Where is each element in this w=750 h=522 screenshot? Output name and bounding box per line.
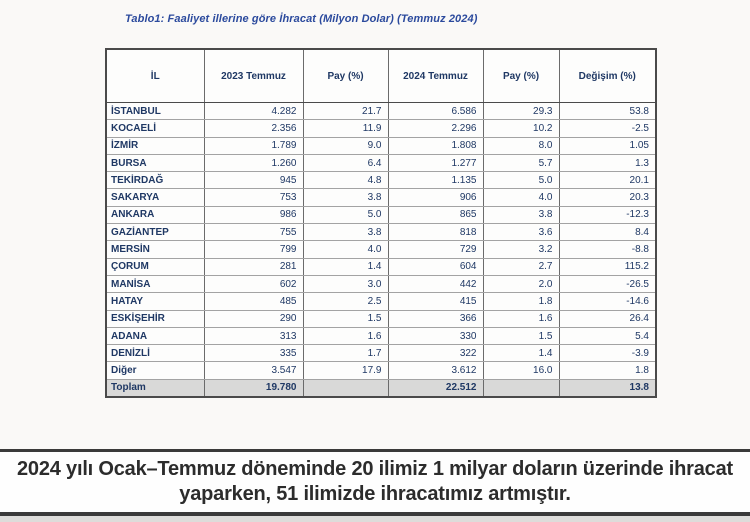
header-2024-temmuz: 2024 Temmuz xyxy=(388,49,483,103)
value-cell: 1.3 xyxy=(559,154,656,171)
value-cell: 2.356 xyxy=(204,120,303,137)
header-pay-2024: Pay (%) xyxy=(483,49,559,103)
value-cell: 19.780 xyxy=(204,379,303,397)
value-cell: 3.8 xyxy=(303,189,388,206)
value-cell: 115.2 xyxy=(559,258,656,275)
value-cell: 22.512 xyxy=(388,379,483,397)
value-cell: -12.3 xyxy=(559,206,656,223)
value-cell: 1.789 xyxy=(204,137,303,154)
value-cell: -26.5 xyxy=(559,275,656,292)
province-cell: DENİZLİ xyxy=(106,345,204,362)
value-cell: 6.4 xyxy=(303,154,388,171)
value-cell: 9.0 xyxy=(303,137,388,154)
value-cell: 20.3 xyxy=(559,189,656,206)
header-2023-temmuz: 2023 Temmuz xyxy=(204,49,303,103)
province-cell: HATAY xyxy=(106,293,204,310)
value-cell: 906 xyxy=(388,189,483,206)
value-cell: 818 xyxy=(388,224,483,241)
value-cell: 1.6 xyxy=(303,327,388,344)
value-cell: 3.612 xyxy=(388,362,483,379)
value-cell: 799 xyxy=(204,241,303,258)
value-cell: 322 xyxy=(388,345,483,362)
value-cell: 1.4 xyxy=(303,258,388,275)
province-cell: ADANA xyxy=(106,327,204,344)
value-cell: 729 xyxy=(388,241,483,258)
value-cell: 1.4 xyxy=(483,345,559,362)
value-cell: 945 xyxy=(204,172,303,189)
value-cell: 1.135 xyxy=(388,172,483,189)
value-cell: 5.0 xyxy=(483,172,559,189)
value-cell: 26.4 xyxy=(559,310,656,327)
value-cell: 5.4 xyxy=(559,327,656,344)
value-cell: 3.547 xyxy=(204,362,303,379)
value-cell: -2.5 xyxy=(559,120,656,137)
value-cell: 16.0 xyxy=(483,362,559,379)
value-cell: 3.0 xyxy=(303,275,388,292)
value-cell: 1.6 xyxy=(483,310,559,327)
province-cell: Diğer xyxy=(106,362,204,379)
table-row xyxy=(106,310,656,327)
value-cell: 1.05 xyxy=(559,137,656,154)
value-cell: 330 xyxy=(388,327,483,344)
value-cell: 986 xyxy=(204,206,303,223)
value-cell: 6.586 xyxy=(388,103,483,120)
value-cell: 20.1 xyxy=(559,172,656,189)
province-cell: KOCAELİ xyxy=(106,120,204,137)
value-cell: 3.6 xyxy=(483,224,559,241)
export-table xyxy=(105,48,657,398)
value-cell: 3.2 xyxy=(483,241,559,258)
value-cell: 281 xyxy=(204,258,303,275)
province-cell: ANKARA xyxy=(106,206,204,223)
value-cell: 2.5 xyxy=(303,293,388,310)
value-cell xyxy=(483,379,559,397)
province-cell: MANİSA xyxy=(106,275,204,292)
province-cell: MERSİN xyxy=(106,241,204,258)
table-row xyxy=(106,120,656,137)
table-row xyxy=(106,345,656,362)
value-cell: 366 xyxy=(388,310,483,327)
value-cell: 753 xyxy=(204,189,303,206)
value-cell: -8.8 xyxy=(559,241,656,258)
province-cell: ÇORUM xyxy=(106,258,204,275)
table-header xyxy=(106,49,656,103)
value-cell: 1.8 xyxy=(559,362,656,379)
value-cell: 1.277 xyxy=(388,154,483,171)
province-cell: Toplam xyxy=(106,379,204,397)
value-cell: 2.296 xyxy=(388,120,483,137)
table-title: Tablo1: Faaliyet illerine göre İhracat (Milyon Dolar) (Temmuz 2024) xyxy=(125,13,478,25)
province-cell: İSTANBUL xyxy=(106,103,204,120)
value-cell: 5.7 xyxy=(483,154,559,171)
value-cell: 3.8 xyxy=(483,206,559,223)
summary-banner-text: 2024 yılı Ocak–Temmuz döneminde 20 ilimiz 1 milyar doların üzerinde ihracat yaparken, 51 ilimizde ihracatımız artmıştır. xyxy=(16,458,733,505)
value-cell: 1.8 xyxy=(483,293,559,310)
value-cell: 3.8 xyxy=(303,224,388,241)
value-cell: 4.8 xyxy=(303,172,388,189)
value-cell: 21.7 xyxy=(303,103,388,120)
bottom-strip xyxy=(0,516,750,522)
value-cell: 1.260 xyxy=(204,154,303,171)
value-cell: -14.6 xyxy=(559,293,656,310)
table-row xyxy=(106,154,656,171)
value-cell: 17.9 xyxy=(303,362,388,379)
value-cell: 1.7 xyxy=(303,345,388,362)
value-cell: 2.0 xyxy=(483,275,559,292)
header-row xyxy=(106,49,656,103)
table-row xyxy=(106,362,656,379)
value-cell: 415 xyxy=(388,293,483,310)
value-cell: 8.4 xyxy=(559,224,656,241)
value-cell: 4.0 xyxy=(303,241,388,258)
value-cell: 8.0 xyxy=(483,137,559,154)
value-cell xyxy=(303,379,388,397)
province-cell: ESKİŞEHİR xyxy=(106,310,204,327)
header-il: İL xyxy=(106,49,204,103)
value-cell: 865 xyxy=(388,206,483,223)
value-cell: 604 xyxy=(388,258,483,275)
province-cell: TEKİRDAĞ xyxy=(106,172,204,189)
value-cell: 2.7 xyxy=(483,258,559,275)
value-cell: 29.3 xyxy=(483,103,559,120)
table-body xyxy=(106,103,656,398)
value-cell: 290 xyxy=(204,310,303,327)
table-row xyxy=(106,293,656,310)
header-degisim: Değişim (%) xyxy=(559,49,656,103)
value-cell: 485 xyxy=(204,293,303,310)
table-row xyxy=(106,327,656,344)
value-cell: 755 xyxy=(204,224,303,241)
province-cell: SAKARYA xyxy=(106,189,204,206)
value-cell: 1.5 xyxy=(303,310,388,327)
value-cell: 11.9 xyxy=(303,120,388,137)
value-cell: 602 xyxy=(204,275,303,292)
value-cell: 1.808 xyxy=(388,137,483,154)
value-cell: 4.0 xyxy=(483,189,559,206)
table-row xyxy=(106,103,656,120)
table-row xyxy=(106,206,656,223)
table-row xyxy=(106,172,656,189)
table-row xyxy=(106,189,656,206)
value-cell: 53.8 xyxy=(559,103,656,120)
header-pay-2023: Pay (%) xyxy=(303,49,388,103)
table-row xyxy=(106,224,656,241)
table-row xyxy=(106,258,656,275)
value-cell: 442 xyxy=(388,275,483,292)
value-cell: 10.2 xyxy=(483,120,559,137)
value-cell: 5.0 xyxy=(303,206,388,223)
table-row xyxy=(106,137,656,154)
summary-banner xyxy=(0,452,750,512)
province-cell: GAZİANTEP xyxy=(106,224,204,241)
province-cell: BURSA xyxy=(106,154,204,171)
value-cell: 313 xyxy=(204,327,303,344)
value-cell: -3.9 xyxy=(559,345,656,362)
total-row xyxy=(106,379,656,397)
value-cell: 4.282 xyxy=(204,103,303,120)
table-row xyxy=(106,275,656,292)
value-cell: 13.8 xyxy=(559,379,656,397)
value-cell: 335 xyxy=(204,345,303,362)
value-cell: 1.5 xyxy=(483,327,559,344)
province-cell: İZMİR xyxy=(106,137,204,154)
table-row xyxy=(106,241,656,258)
